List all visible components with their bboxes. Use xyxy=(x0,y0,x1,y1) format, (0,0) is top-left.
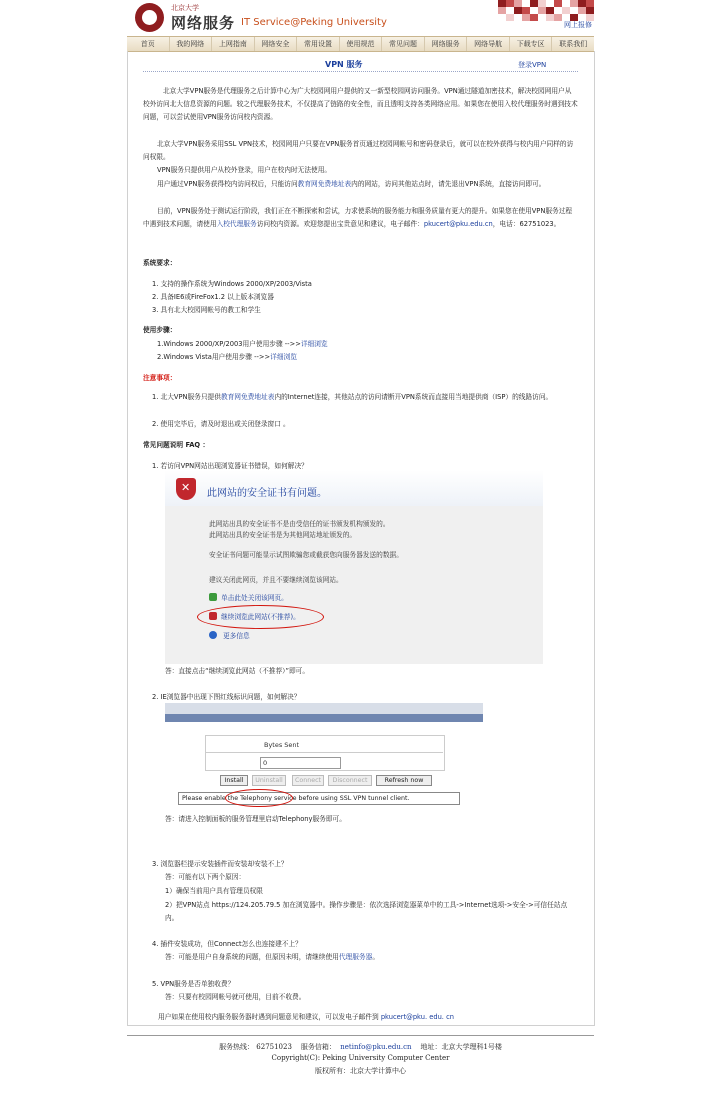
cert-line-2: 此网站出具的安全证书是为其他网站地址颁发的。 xyxy=(209,531,357,539)
step-item xyxy=(157,351,577,364)
faq-answer-3-item-1: 1）确保当前用户具有管理员权限 xyxy=(165,887,263,895)
mosaic-tile xyxy=(554,0,562,7)
note-item-1 xyxy=(152,391,577,404)
shield-error-icon xyxy=(176,478,196,500)
mosaic-tile xyxy=(570,0,578,7)
nav-item[interactable]: 网络服务 xyxy=(425,37,468,51)
faq-answer-4-post: 。 xyxy=(372,953,379,961)
main-nav xyxy=(127,36,594,52)
pku-logo-icon[interactable] xyxy=(135,3,164,32)
intro-paragraph-4 xyxy=(143,178,578,191)
faq-question-5: 5. VPN服务是否单独收费？ xyxy=(152,980,235,988)
mosaic-tile xyxy=(578,0,586,7)
mosaic-tile xyxy=(586,7,594,14)
faq-answer-4 xyxy=(165,951,575,964)
uninstall-button[interactable]: Uninstall xyxy=(252,775,286,786)
mosaic-tile xyxy=(586,0,594,7)
faq-answer-4-text: 答：可能是用户自身系统的问题，但原因未明，请继续使用 xyxy=(165,953,339,961)
mosaic-tile xyxy=(538,0,546,7)
note-text-post: 内的Internet连接，其他站点的访问请断开VPN系统而直接用当地提供商（ISP）的线路访问。 xyxy=(274,393,553,401)
highlight-oval xyxy=(197,605,324,629)
step-detail-link[interactable]: 详细浏览 xyxy=(300,340,328,348)
mosaic-tile xyxy=(546,7,554,14)
steps-heading: 使用步骤： xyxy=(143,326,177,334)
mosaic-tile xyxy=(506,14,514,21)
intro-paragraph-2: 北京大学VPN服务采用SSL VPN技术，校园网用户只要在VPN服务首页通过校园网帐号和密码登录后，就可以在校外获得与校内用户同样的访问权限。 xyxy=(143,140,574,161)
cert-line-4: 建议关闭此网页，并且不要继续浏览该网站。 xyxy=(209,576,343,584)
cert-error-screenshot xyxy=(165,470,543,664)
online-repair-link[interactable]: 网上报修 xyxy=(564,21,592,29)
footer-mailbox-link[interactable]: netinfo@pku.edu.cn xyxy=(340,1043,412,1051)
note-item-2: 2. 使用完毕后，请及时退出或关闭登录窗口 。 xyxy=(152,420,290,428)
step-text: 1.Windows 2000/XP/2003用户使用步骤 -->> xyxy=(157,340,301,348)
mosaic-tile xyxy=(578,7,586,14)
note-text: 1. 北大VPN服务只提供 xyxy=(152,393,221,401)
nav-item[interactable]: 我的网络 xyxy=(170,37,213,51)
mosaic-tile xyxy=(514,0,522,7)
highlight-oval-2 xyxy=(225,789,293,807)
mosaic-tile xyxy=(554,14,562,21)
footer-address: 地址：北京大学理科1号楼 xyxy=(420,1043,502,1051)
requirements-heading: 系统要求： xyxy=(143,259,177,267)
mosaic-tile xyxy=(498,7,506,14)
faq-question-3: 3. 浏览器栏提示安装插件而安装却安装不上？ xyxy=(152,860,288,868)
nav-item[interactable]: 联系我们 xyxy=(559,40,588,48)
footer-copyright: Copyright(C): Peking University Computer Center xyxy=(271,1054,450,1062)
vpn-client-screenshot xyxy=(165,703,483,815)
nav-item[interactable]: 上网指南 xyxy=(212,37,255,51)
intro-paragraph-5 xyxy=(143,205,578,231)
proxy-service-link[interactable]: 入校代理服务 xyxy=(216,220,257,228)
closing-text: 用户如果在使用校内服务服务器时遇到问题意见和建议，可以发电子邮件到 xyxy=(158,1013,381,1021)
step-detail-link[interactable]: 详细浏览 xyxy=(270,353,297,361)
faq-answer-5: 答：只要有校园网帐号就可使用，目前不收费。 xyxy=(165,993,306,1001)
nav-item[interactable]: 网络安全 xyxy=(255,37,298,51)
install-button[interactable]: Install xyxy=(220,775,248,786)
contact-email-link[interactable]: pkucert@pku.edu.cn xyxy=(423,220,493,228)
mosaic-tile xyxy=(506,0,514,7)
refresh-now-button[interactable]: Refresh now xyxy=(376,775,432,786)
bytes-divider xyxy=(205,752,443,753)
intro-paragraph-1: 北京大学VPN服务是代理服务之后计算中心为广大校园网用户提供的又一新型校园网访问服务。VPN通过隧道加密技术，解决校园网用户从校外访问北大信息资源的问题。较之代理服务技术，不仅提高了链路的安全性，而且透明支持各类网络应用。如果您在使用入校代理服务时遇到技术问题，可以尝试使用VPN服务访问校内资源。 xyxy=(143,87,578,121)
faq-question-4: 4. 插件安装成功，但Connect怎么也连接建不上？ xyxy=(152,940,302,948)
p5-text: 目前，VPN服务处于测试运行阶段，我们正在不断探索和尝试，力求使系统的服务能力和服务质量有更大的提升。如果您在使用VPN服务过程中遇到技术问题，请使用 xyxy=(143,207,573,228)
nav-item[interactable]: 常用设置 xyxy=(297,37,340,51)
p5-text-mid: 访问校内资源。欢迎您提出宝贵意见和建议，电子邮件： xyxy=(256,220,424,228)
cert-dialog-title: 此网站的安全证书有问题。 xyxy=(207,488,327,499)
footer-divider xyxy=(127,1035,594,1036)
p4-text-post: 内的网站，访问其他站点时，请先退出VPN系统，直接访问即可。 xyxy=(351,180,546,188)
proxy-server-link[interactable]: 代理服务器 xyxy=(338,953,373,961)
closing-email-link[interactable]: pkucert@pku. edu. cn xyxy=(380,1013,454,1021)
mosaic-tile xyxy=(522,7,530,14)
mosaic-tile xyxy=(530,14,538,21)
footer-contact xyxy=(127,1042,594,1052)
bytes-sent-label: Bytes Sent xyxy=(264,741,300,749)
p5-text-post: ，电话：62751023。 xyxy=(492,220,561,228)
chevron-down-icon xyxy=(209,631,217,639)
intro-paragraph-3: VPN服务只提供用户从校外登录，用户在校内时无法使用。 xyxy=(157,166,332,174)
free-address-link[interactable]: 教育网免费地址表 xyxy=(297,180,352,188)
close-page-link[interactable]: 单击此处关闭该网页。 xyxy=(221,594,288,602)
requirement-item: 1. 支持的操作系统为Windows 2000/XP/2003/Vista xyxy=(152,280,312,288)
faq-answer-3-item-2: 2）把VPN站点 https://124.205.79.5 加在浏览器中。操作步骤是：依次选择浏览器菜单中的工具->Internet选项->安全->可信任站点内。 xyxy=(165,901,568,922)
faq-answer-2: 答：请进入控制面板的服务管理里启动Telephony服务即可。 xyxy=(165,815,346,823)
nav-item[interactable]: 常见问题 xyxy=(382,37,425,51)
nav-item[interactable]: 网络导航 xyxy=(467,37,510,51)
faq-question-2: 2. IE浏览器中出现下图红线标识问题，如何解决？ xyxy=(152,693,301,701)
mosaic-tile xyxy=(514,7,522,14)
logo-site-name: 网络服务 xyxy=(171,14,236,32)
p4-text: 用户通过VPN服务获得校内访问权后，只能访问 xyxy=(157,180,298,188)
continue-site-link[interactable]: 继续浏览此网站(不推荐)。 xyxy=(221,613,300,621)
mosaic-tile xyxy=(530,0,538,7)
mosaic-tile xyxy=(546,14,554,21)
site-header xyxy=(127,0,594,36)
nav-item[interactable]: 使用规范 xyxy=(340,37,383,51)
logo-english-name: IT Service@Peking University xyxy=(241,17,387,28)
faq-answer-3-intro: 答：可能有以下两个原因： xyxy=(165,873,246,881)
connect-button[interactable]: Connect xyxy=(292,775,324,786)
faq-question-1: 1. 若访问VPN网站出现浏览器证书错误，如何解决？ xyxy=(152,462,308,470)
mosaic-tile xyxy=(498,0,506,7)
mosaic-tile xyxy=(538,7,546,14)
step-text: 2.Windows Vista用户使用步骤 -->> xyxy=(157,353,271,361)
client-title-bar xyxy=(165,714,483,722)
logo-university-name: 北京大学 xyxy=(171,4,199,12)
step-item xyxy=(157,338,577,351)
footer-mailbox-label: 服务信箱： xyxy=(300,1043,336,1051)
mosaic-tile xyxy=(522,14,530,21)
nav-item[interactable]: 首页 xyxy=(127,37,170,51)
disconnect-button[interactable]: Disconnect xyxy=(328,775,372,786)
faq-heading: 常见问题说明 FAQ ： xyxy=(143,441,210,449)
closing-note xyxy=(158,1011,578,1024)
more-info-link[interactable]: 更多信息 xyxy=(223,632,250,640)
page-title: VPN 服务 xyxy=(325,60,363,69)
bytes-sent-field: 0 xyxy=(260,757,341,769)
footer-owner: 版权所有：北京大学计算中心 xyxy=(315,1067,406,1075)
notes-heading: 注意事项： xyxy=(143,374,177,382)
cert-line-1: 此网站出具的安全证书不是由受信任的证书颁发机构颁发的。 xyxy=(209,520,390,528)
requirement-item: 2. 具备IE6或FireFox1.2 以上版本浏览器 xyxy=(152,293,274,301)
mosaic-tile xyxy=(562,7,570,14)
cert-line-3: 安全证书问题可能显示试图欺骗您或截获您向服务器发送的数据。 xyxy=(209,551,403,559)
faq-answer-1: 答：直接点击“继续浏览此网站（不推荐）”即可。 xyxy=(165,667,310,675)
free-address-link-2[interactable]: 教育网免费地址表 xyxy=(220,393,275,401)
footer-hotline: 服务热线： 62751023 xyxy=(219,1043,292,1051)
telephony-message: Please enable the Telephony service before using SSL VPN tunnel client. xyxy=(178,792,460,805)
client-top-bar xyxy=(165,703,483,714)
nav-item[interactable]: 下载专区 xyxy=(510,37,553,51)
green-shield-icon xyxy=(209,593,217,601)
requirement-item: 3. 具有北大校园网帐号的教工和学生 xyxy=(152,306,261,314)
login-vpn-link[interactable]: 登录VPN xyxy=(518,61,547,69)
